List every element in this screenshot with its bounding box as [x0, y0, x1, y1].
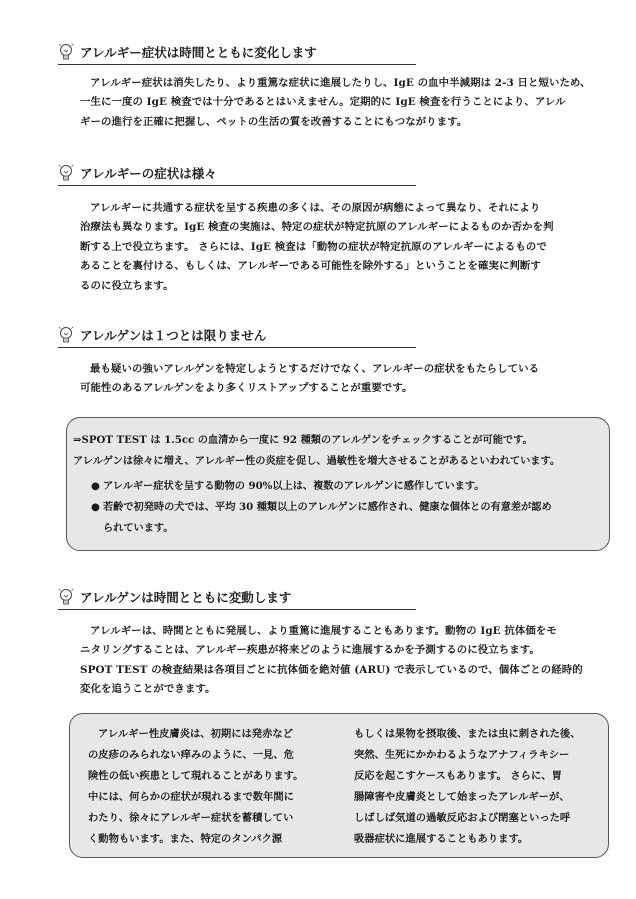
text-line: 突然、生死にかかわるようなアナフィラキシー	[354, 749, 570, 761]
text-line: もしくは果物を摂取後、または虫に刺された後、	[354, 728, 581, 740]
text-line: るのに役立ちます。	[80, 279, 174, 292]
bullet-dot: ●	[91, 480, 100, 492]
bullet-item	[87, 497, 603, 539]
text-line: ニタリングすることは、アレルギー疾患が将来どのように進展するかを予測するのに役立ちます。	[80, 644, 540, 657]
lightbulb-icon	[58, 43, 74, 61]
text-line: ギーの進行を正確に把握し、ペットの生活の質を改善することにもつながります。	[80, 115, 468, 128]
text-line: 最も疑いの強いアレルゲンを特定しようとするだけでなく、アレルギーの症状をもたらしている	[90, 363, 540, 375]
text-line: 吸器症状に進展することもあります。	[354, 833, 529, 845]
text-line: 腸障害や皮膚炎として始まったアレルギーが、	[354, 791, 570, 803]
section-title: アレルギーの症状は様々	[80, 166, 217, 181]
bullet-text-continued: られています。	[103, 522, 174, 534]
section-body-4	[80, 622, 595, 700]
box-line: ⇒SPOT TEST は 1.5cc の血清から一度に 92 種類のアレルゲンをチェックすることが可能です。	[73, 434, 533, 446]
text-line: わたり、徐々にアレルギー症状を蓄積してい	[88, 812, 294, 824]
text-line: アレルギー性皮膚炎は、初期には発赤など	[98, 728, 293, 740]
bullet-item	[87, 476, 603, 497]
text-line: 変化を追うことができます。	[80, 683, 216, 696]
section-title: アレルギー症状は時間とともに変化します	[80, 45, 317, 60]
section-rule	[58, 347, 416, 348]
section-rule	[58, 64, 416, 65]
section-title: アレルゲンは１つとは限りません	[80, 328, 267, 343]
text-line: く動物もいます。また、特定のタンパク源	[88, 833, 283, 845]
info-column-right	[354, 724, 606, 850]
bullet-dot: ●	[91, 501, 100, 513]
text-line: アレルギーに共通する症状を呈する疾患の多くは、その原因が病態によって異なり、それにより	[90, 202, 541, 214]
section-body-3	[80, 360, 590, 399]
info-column-left	[88, 724, 340, 850]
text-line: あることを裏付ける、もしくは、アレルギーである可能性を除外する」ということを確実に判断す	[80, 260, 541, 273]
text-line: 断する上で役立ちます。 さらには、IgE 検査は「動物の症状が特定抗原のアレルギーによるもので	[80, 240, 547, 253]
text-line: 一生に一度の IgE 検査では十分であるとはいえません。定期的に IgE 検査を行うことにより、アレル	[80, 96, 566, 109]
text-line: SPOT TEST の検査結果は各項目ごとに抗体価を絶対値 (ARU) で表示しているので、個体ごとの経時的	[80, 663, 583, 676]
text-line: 中には、何らかの症状が現れるまで数年間に	[88, 791, 294, 803]
lightbulb-icon	[58, 326, 74, 344]
bullet-text: 若齢で初発時の犬では、平均 30 種類以上のアレルゲンに感作され、健康な個体との有意差が認め	[103, 501, 552, 513]
box-line: アレルゲンは徐々に増え、アレルギー性の炎症を促し、過敏性を増大させることがあるといわれています。	[73, 455, 561, 467]
text-line: 険性の低い疾患として現れることがあります。	[88, 770, 304, 782]
text-line: 治療法も異なります。IgE 検査の実施は、特定の症状が特定抗原のアレルギーによるものか否かを判	[80, 221, 554, 234]
allergy-info-box	[69, 713, 609, 858]
lightbulb-icon	[58, 588, 74, 606]
spot-test-box	[66, 417, 610, 551]
text-line: 可能性のあるアレルゲンをより多くリストアップすることが重要です。	[80, 382, 413, 395]
section-rule	[58, 609, 416, 610]
text-line: 反応を起こすケースもあります。 さらに、胃	[354, 770, 562, 782]
text-line: アレルギー症状は消失したり、より重篤な症状に進展したりし、IgE の血中半減期は 2-3 日と短いため、	[90, 77, 591, 89]
section-title: アレルゲンは時間とともに変動します	[80, 590, 292, 605]
section-rule	[58, 185, 416, 186]
text-line: しばしば気道の過敏反応および閉塞といった呼	[354, 812, 571, 824]
text-line: アレルギーは、時間とともに発展し、より重篤に進展することもあります。動物の IgE 抗体価をモ	[90, 625, 557, 637]
section-body-2	[80, 199, 590, 296]
bullet-text: アレルギー症状を呈する動物の 90%以上は、複数のアレルゲンに感作しています。	[103, 480, 485, 492]
section-body-1	[80, 74, 600, 132]
lightbulb-icon	[58, 164, 74, 182]
text-line: の皮疹のみられない痒みのように、一見、危	[88, 749, 294, 761]
